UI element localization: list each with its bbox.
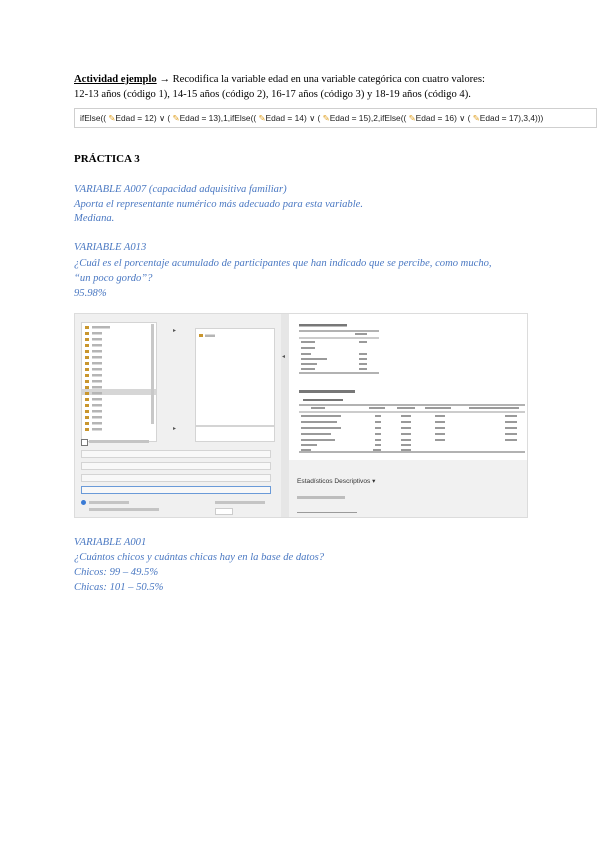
formula-part: = 15),2,ifElse(( [349, 113, 409, 123]
pencil-icon: ✎ [258, 113, 266, 123]
software-screenshot [74, 313, 528, 518]
formula-variable: Edad [415, 113, 436, 123]
formula-part: = 13),1,ifElse(( [199, 113, 259, 123]
pencil-icon: ✎ [172, 113, 180, 123]
activity-intro-line2: 12-13 años (código 1), 14-15 años (código 2), 16-17 años (código 3) y 18-19 años (código 4). [74, 89, 471, 100]
pencil-icon: ✎ [108, 113, 116, 123]
formula-part: = 14) ∨ ( [285, 113, 323, 123]
a001-question: ¿Cuántos chicos y cuántas chicas hay en la base de datos? [74, 552, 325, 563]
a013-answer: 95.98% [74, 288, 107, 299]
pencil-icon: ✎ [408, 113, 416, 123]
pane-divider[interactable] [281, 314, 289, 518]
results-panel [289, 314, 528, 518]
options-section[interactable] [81, 462, 271, 470]
a013-title: VARIABLE A013 [74, 242, 147, 253]
formula-variable: Edad [115, 113, 135, 123]
pencil-icon: ✎ [472, 113, 480, 123]
formula-part: = 17),3,4))) [499, 113, 544, 123]
a007-answer: Mediana. [74, 213, 115, 224]
options-section[interactable] [81, 474, 271, 482]
selected-variables-box[interactable] [195, 328, 275, 426]
arrow-glyph: → [159, 74, 170, 85]
recode-formula [74, 108, 597, 128]
a001-title: VARIABLE A001 [74, 537, 147, 548]
analysis-options-panel [75, 314, 281, 518]
a001-answer-girls: Chicas: 101 – 50.5% [74, 582, 164, 593]
formula-part: ifElse(( [80, 113, 109, 123]
formula-part: = 12) ∨ ( [134, 113, 173, 123]
next-analysis-area [289, 460, 528, 518]
analysis-subtitle [297, 496, 345, 499]
a013-question-line2: “un poco gordo”? [74, 273, 153, 284]
move-right-arrow-icon[interactable]: ▸ [173, 425, 177, 432]
practice-title: PRÁCTICA 3 [74, 153, 140, 165]
formula-part: = 16) ∨ ( [435, 113, 473, 123]
formula-variable: Edad [179, 113, 200, 123]
radio-selected[interactable] [81, 500, 86, 505]
results-tables [289, 314, 528, 460]
activity-intro-line1 [74, 72, 485, 87]
checkbox[interactable] [81, 439, 88, 446]
activity-label: Actividad ejemplo [74, 74, 157, 85]
option-label [215, 501, 265, 504]
option-label [89, 440, 149, 443]
a007-title: VARIABLE A007 (capacidad adquisitiva familiar) [74, 184, 287, 195]
collapse-arrow-icon[interactable]: ◂ [282, 353, 286, 360]
formula-variable: Edad [265, 113, 286, 123]
move-right-arrow-icon[interactable]: ▸ [173, 327, 177, 334]
formula-variable: Edad [479, 113, 500, 123]
split-variable-box[interactable] [195, 426, 275, 442]
divider [297, 512, 357, 513]
a001-answer-boys: Chicos: 99 – 49.5% [74, 567, 159, 578]
variable-icons [83, 326, 153, 436]
formula-variable: Edad [329, 113, 350, 123]
descriptive-stats-heading[interactable]: Estadísticos Descriptivos ▾ [297, 478, 376, 485]
a007-question: Aporta el representante numérico más adecuado para esta variable. [74, 199, 364, 210]
option-label [89, 508, 159, 511]
a013-question-line1: ¿Cuál es el porcentaje acumulado de participantes que han indicado que se percibe, como mucho, [74, 258, 492, 269]
activity-text: Recodifica la variable edad en una variable categórica con cuatro valores: [169, 74, 485, 85]
pencil-icon: ✎ [322, 113, 330, 123]
options-section[interactable] [81, 450, 271, 458]
option-label [89, 501, 129, 504]
number-input[interactable] [215, 508, 233, 515]
options-section-active[interactable] [81, 486, 271, 494]
